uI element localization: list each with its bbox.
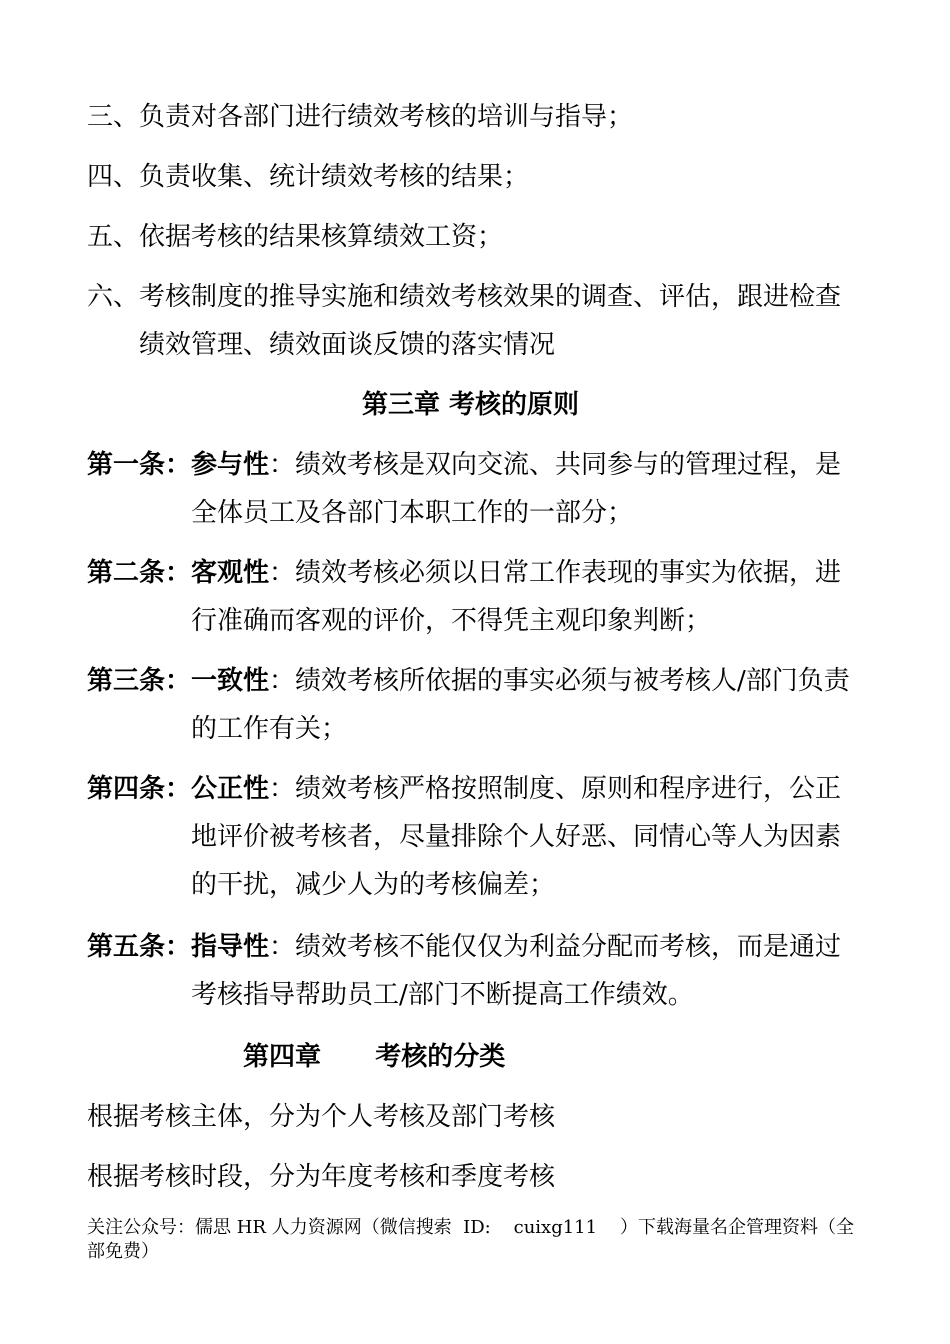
article-1 (87, 448, 841, 482)
footer-line-1: 关注公众号：儒思 HR 人力资源网（微信搜索 ID: cuixg111 ）下载海量名企管理资料（全 (87, 1217, 854, 1238)
article-5-number: 第五条： (87, 932, 192, 962)
article-4-number: 第四条： (87, 774, 192, 804)
article-1-text: ：绩效考核是双向交流、共同参与的管理过程，是 (269, 450, 842, 480)
article-3-label: 一致性 (191, 666, 270, 696)
article-3-number: 第三条： (87, 666, 192, 696)
article-2 (87, 556, 841, 590)
classification-line-1: 根据考核主体，分为个人考核及部门考核 (87, 1102, 556, 1132)
article-2-text: ：绩效考核必须以日常工作表现的事实为依据，进 (269, 558, 842, 588)
article-4-continued-2: 的干扰，减少人为的考核偏差； (191, 870, 556, 900)
article-5-continued: 考核指导帮助员工/部门不断提高工作绩效。 (191, 980, 694, 1010)
article-3-continued: 的工作有关； (191, 714, 348, 744)
article-1-number: 第一条： (87, 450, 192, 480)
duty-item-6-continued: 绩效管理、绩效面谈反馈的落实情况 (139, 330, 556, 360)
chapter4-title: 第四章 考核的分类 (243, 1042, 506, 1072)
duty-item-6: 六、考核制度的推导实施和绩效考核效果的调查、评估，跟进检查 (87, 282, 842, 312)
article-3-text: ：绩效考核所依据的事实必须与被考核人/部门负责 (269, 666, 850, 696)
duty-item-4: 四、负责收集、统计绩效考核的结果； (87, 162, 530, 192)
footer-line-2: 部免费） (87, 1241, 159, 1262)
article-2-label: 客观性 (191, 558, 270, 588)
article-5-text: ：绩效考核不能仅仅为利益分配而考核，而是通过 (269, 932, 842, 962)
article-1-label: 参与性 (191, 450, 270, 480)
article-3 (87, 664, 850, 698)
article-4-label: 公正性 (191, 774, 270, 804)
article-2-continued: 行准确而客观的评价，不得凭主观印象判断； (191, 606, 712, 636)
chapter3-title: 第三章 考核的原则 (362, 390, 580, 420)
article-4 (87, 772, 841, 806)
article-4-text: ：绩效考核严格按照制度、原则和程序进行，公正 (269, 774, 842, 804)
article-4-continued: 地评价被考核者，尽量排除个人好恶、同情心等人为因素 (191, 822, 842, 852)
article-2-number: 第二条： (87, 558, 192, 588)
duty-item-5: 五、依据考核的结果核算绩效工资； (87, 222, 504, 252)
article-5 (87, 930, 841, 964)
duty-item-3: 三、负责对各部门进行绩效考核的培训与指导； (87, 102, 634, 132)
article-5-label: 指导性 (191, 932, 270, 962)
classification-line-2: 根据考核时段，分为年度考核和季度考核 (87, 1162, 556, 1192)
article-1-continued: 全体员工及各部门本职工作的一部分； (191, 498, 634, 528)
